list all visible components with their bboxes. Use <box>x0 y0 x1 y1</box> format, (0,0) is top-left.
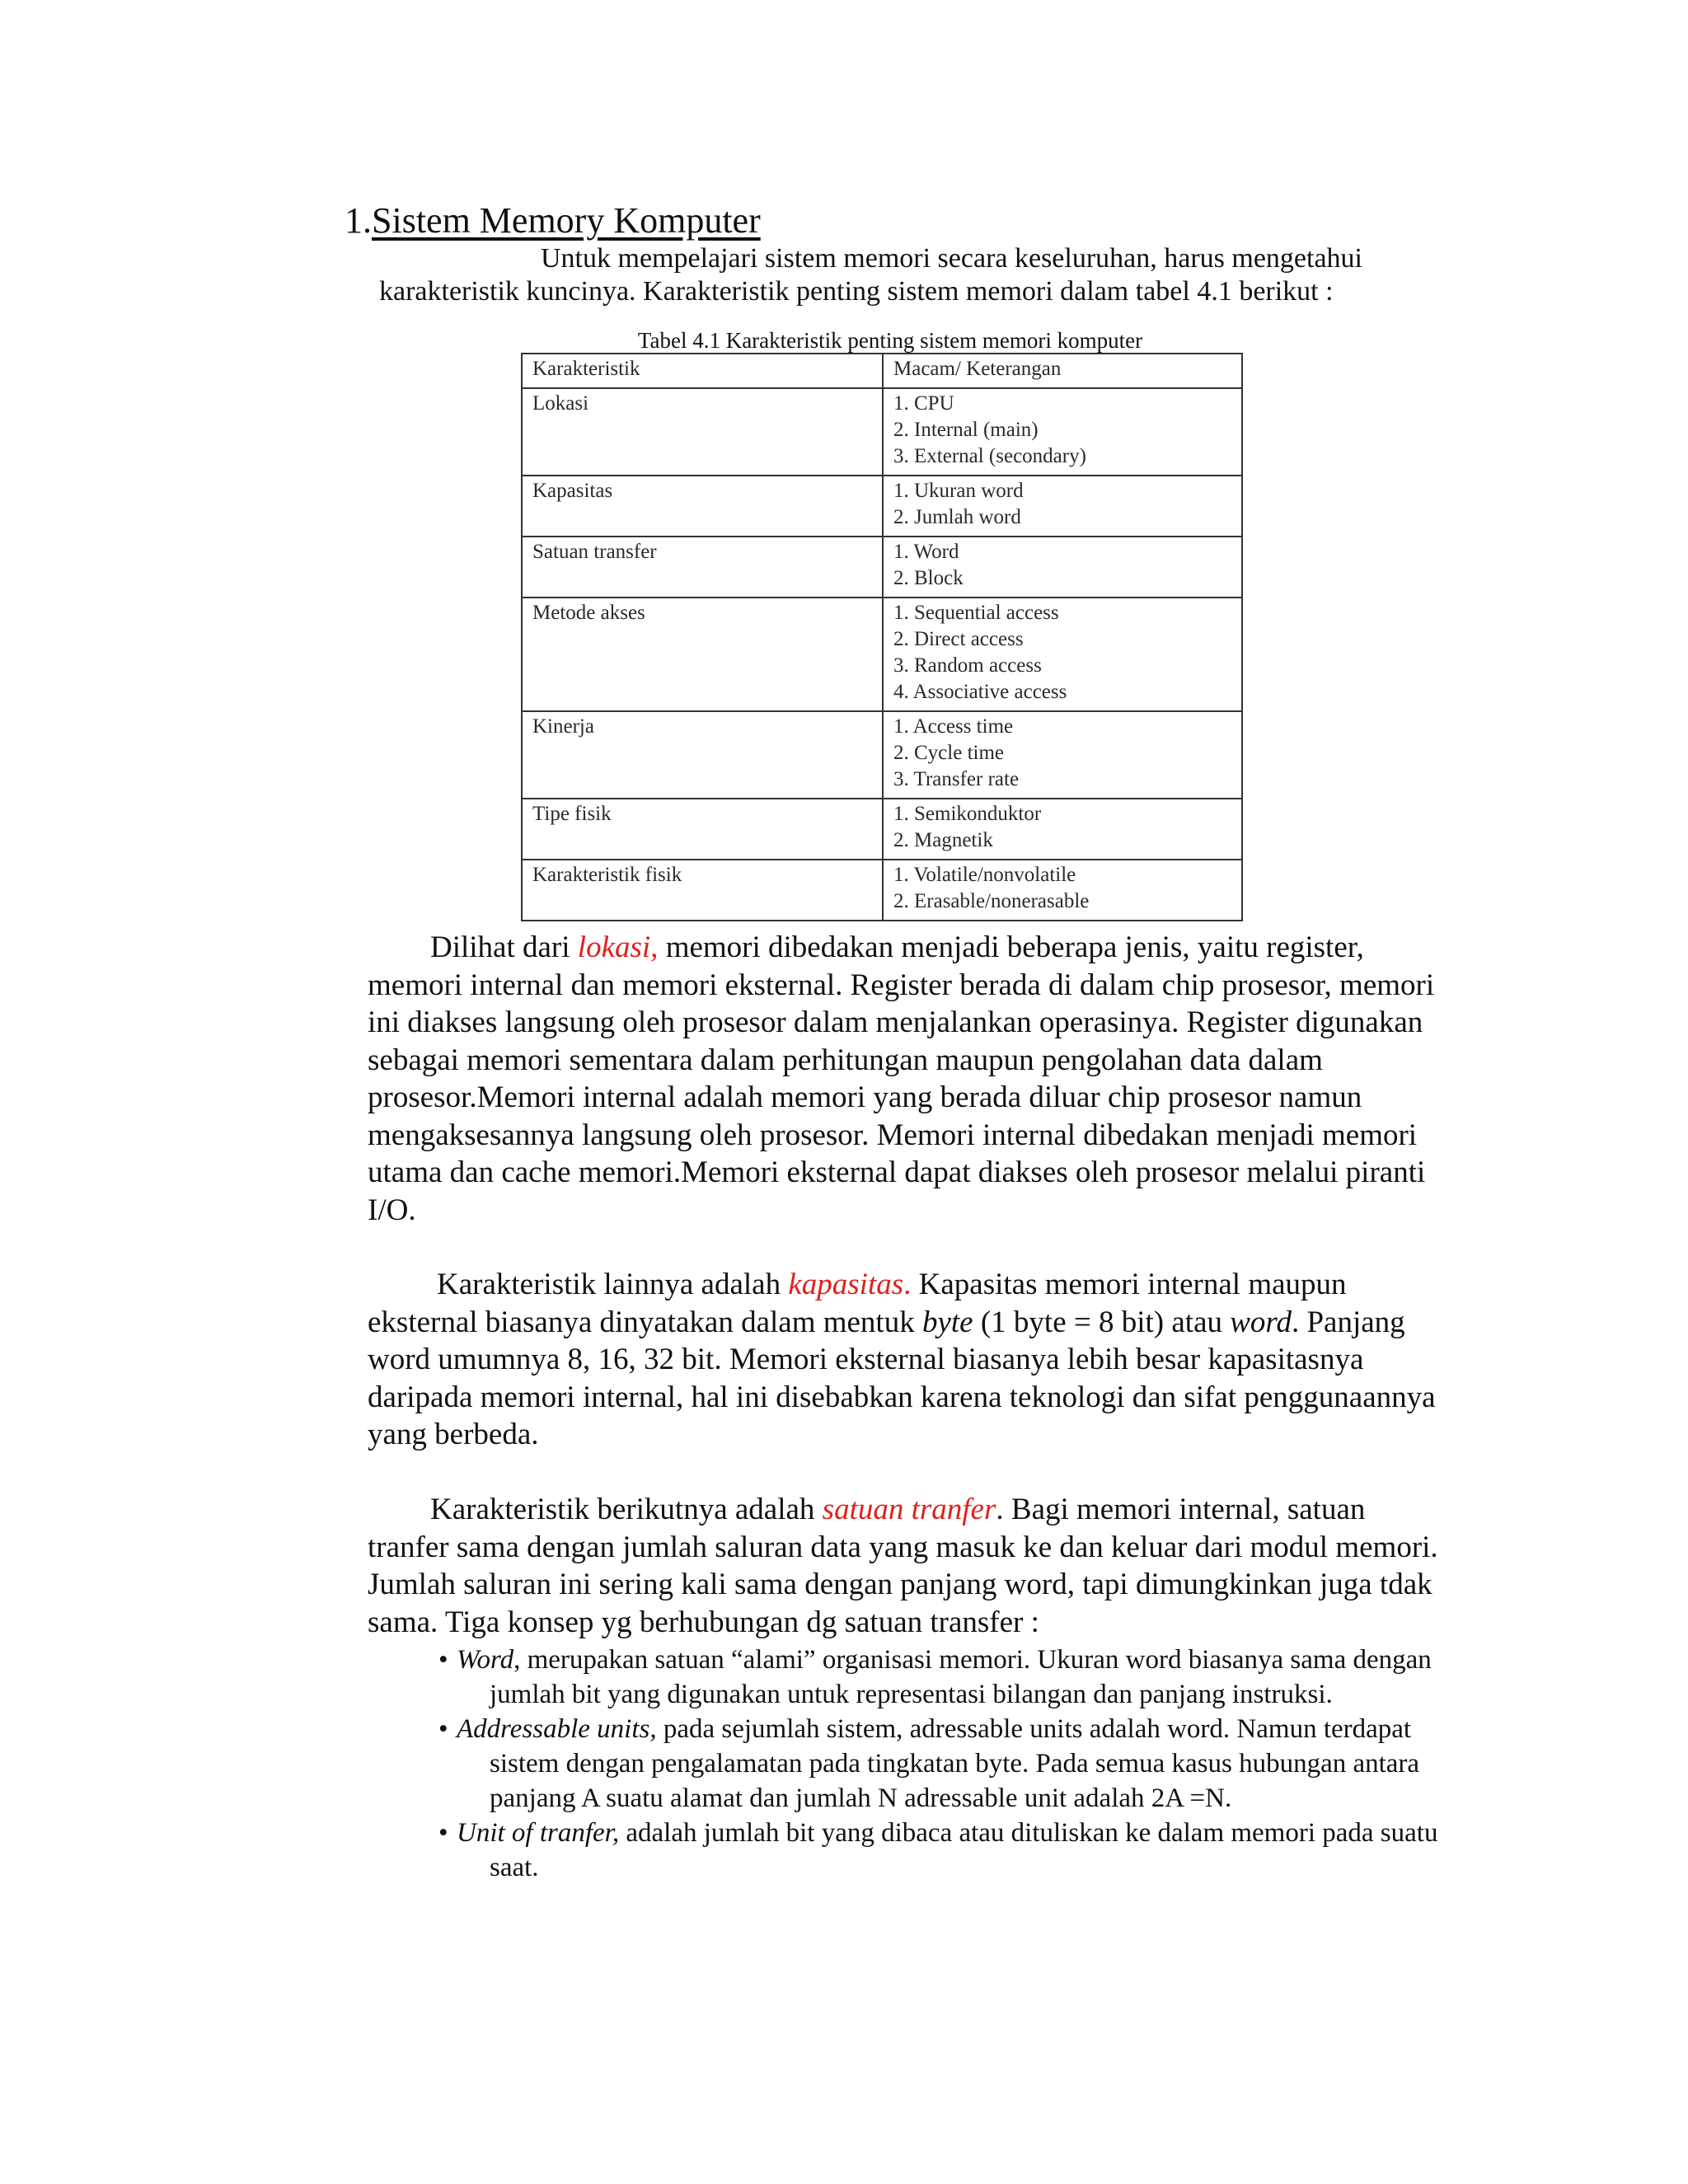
list-item <box>438 1816 1444 1885</box>
keyword-satuan-tranfer: satuan tranfer <box>822 1493 996 1526</box>
row-label: Tipe fisik <box>522 799 883 860</box>
row-item: 1. CPU <box>893 392 954 415</box>
p2-part1: Kapasitas memori internal maupun eksternal biasanya dinyatakan dalam mentuk <box>368 1268 1347 1339</box>
row-items <box>883 598 1242 711</box>
bullet-symbol: • <box>438 1714 448 1744</box>
row-item: 1. Semikonduktor <box>893 803 1042 825</box>
table-header-row <box>522 354 1242 388</box>
p2-part2: (1 byte = 8 bit) atau <box>973 1305 1231 1339</box>
section-number: 1. <box>345 200 372 241</box>
row-label: Karakteristik fisik <box>522 860 883 921</box>
memory-characteristics-table <box>521 353 1243 921</box>
row-item: 1. Volatile/nonvolatile <box>893 864 1076 886</box>
row-items <box>883 388 1242 476</box>
row-item: 2. Magnetik <box>893 829 993 851</box>
row-item: 2. Cycle time <box>893 742 1004 764</box>
p2-lead: Karakteristik lainnya adalah <box>437 1268 789 1301</box>
row-label: Kapasitas <box>522 476 883 537</box>
row-item: 3. External (secondary) <box>893 445 1086 467</box>
row-items <box>883 860 1242 921</box>
bullet-term: Word <box>457 1645 514 1675</box>
table-row <box>522 388 1242 476</box>
row-item: 1. Ukuran word <box>893 480 1024 502</box>
p3-lead: Karakteristik berikutnya adalah <box>430 1493 823 1526</box>
intro-paragraph <box>379 242 1434 308</box>
table-row <box>522 711 1242 799</box>
row-item: 1. Sequential access <box>893 602 1059 624</box>
row-label: Lokasi <box>522 388 883 476</box>
bullet-symbol: • <box>438 1645 448 1675</box>
paragraph-location <box>368 929 1439 1229</box>
p2-part3: . Panjang word umumnya 8, 16, 32 bit. Memori eksternal biasanya lebih besar kapasitasnya daripada memori internal, hal ini disebabkan karena teknologi dan sifat penggunaannya yang berbeda. <box>368 1305 1436 1451</box>
table-row <box>522 537 1242 598</box>
row-item: 3. Random access <box>893 654 1042 677</box>
section-heading <box>345 196 761 246</box>
table-row <box>522 598 1242 711</box>
row-item: 2. Internal (main) <box>893 419 1039 441</box>
p1-rest: memori dibedakan menjadi beberapa jenis, yaitu register, memori internal dan memori eksternal. Register berada di dalam chip prosesor, memori ini diakses langsung oleh prosesor dalam menjalankan operasinya. Register digunakan sebagai memori sementara dalam perhitungan maupun pengolahan data dalam prosesor.Memori internal adalah memori yang berada diluar chip prosesor namun mengaksesannya langsung oleh prosesor. Memori internal dibedakan menjadi memori utama dan cache memori.Memori eksternal dapat diakses oleh prosesor melalui piranti I/O. <box>368 930 1435 1227</box>
row-item: 2. Jumlah word <box>893 506 1021 528</box>
header-description: Macam/ Keterangan <box>883 354 1242 388</box>
row-label: Metode akses <box>522 598 883 711</box>
row-items <box>883 711 1242 799</box>
row-items <box>883 537 1242 598</box>
table-caption: Tabel 4.1 Karakteristik penting sistem memori komputer <box>637 328 1143 353</box>
transfer-concepts-list <box>438 1643 1444 1885</box>
row-label: Kinerja <box>522 711 883 799</box>
term-word: word <box>1230 1305 1292 1339</box>
table-row <box>522 476 1242 537</box>
keyword-lokasi: lokasi, <box>577 930 659 964</box>
keyword-kapasitas: kapasitas <box>788 1268 904 1301</box>
table-row <box>522 860 1242 921</box>
row-item: 2. Block <box>893 567 964 589</box>
row-item: 3. Transfer rate <box>893 768 1020 790</box>
intro-line-1: Untuk mempelajari sistem memori secara keseluruhan, harus mengetahui <box>541 243 1363 274</box>
row-item: 2. Erasable/nonerasable <box>893 890 1090 912</box>
section-title: Sistem Memory Komputer <box>372 200 761 241</box>
row-item: 1. Word <box>893 541 959 563</box>
p1-lead: Dilihat dari <box>430 930 578 964</box>
row-items <box>883 476 1242 537</box>
p3-rest: . Bagi memori internal, satuan tranfer sama dengan jumlah saluran data yang masuk ke dan keluar dari modul memori. Jumlah saluran ini sering kali sama dengan panjang word, tapi dimungkinkan juga tdak sama. Tiga konsep yg berhubungan dg satuan transfer : <box>368 1493 1438 1639</box>
bullet-term: Unit of tranfer, <box>457 1818 620 1848</box>
bullet-text: adalah jumlah bit yang dibaca atau dituliskan ke dalam memori pada suatu saat. <box>490 1818 1438 1882</box>
list-item <box>438 1643 1444 1712</box>
keyword-kapasitas-end: . <box>903 1268 912 1301</box>
bullet-text: pada sejumlah sistem, adressable units adalah word. Namun terdapat sistem dengan pengalamatan pada tingkatan byte. Pada semua kasus hubungan antara panjang A suatu alamat dan jumlah N adressable unit adalah 2A =N. <box>490 1714 1420 1813</box>
bullet-text: , merupakan satuan “alami” organisasi memori. Ukuran word biasanya sama dengan jumlah bit yang digunakan untuk representasi bilangan dan panjang instruksi. <box>490 1645 1432 1709</box>
list-item <box>438 1712 1444 1816</box>
term-byte: byte <box>921 1305 973 1339</box>
paragraph-capacity <box>368 1266 1439 1454</box>
row-item: 4. Associative access <box>893 681 1067 703</box>
row-item: 1. Access time <box>893 715 1014 738</box>
table-row <box>522 799 1242 860</box>
row-label: Satuan transfer <box>522 537 883 598</box>
paragraph-transfer-unit <box>368 1491 1439 1641</box>
row-item: 2. Direct access <box>893 628 1024 650</box>
row-items <box>883 799 1242 860</box>
header-characteristic: Karakteristik <box>522 354 883 388</box>
bullet-term: Addressable units, <box>457 1714 657 1744</box>
intro-line-2: karakteristik kuncinya. Karakteristik penting sistem memori dalam tabel 4.1 berikut : <box>379 276 1334 307</box>
bullet-symbol: • <box>438 1818 448 1848</box>
